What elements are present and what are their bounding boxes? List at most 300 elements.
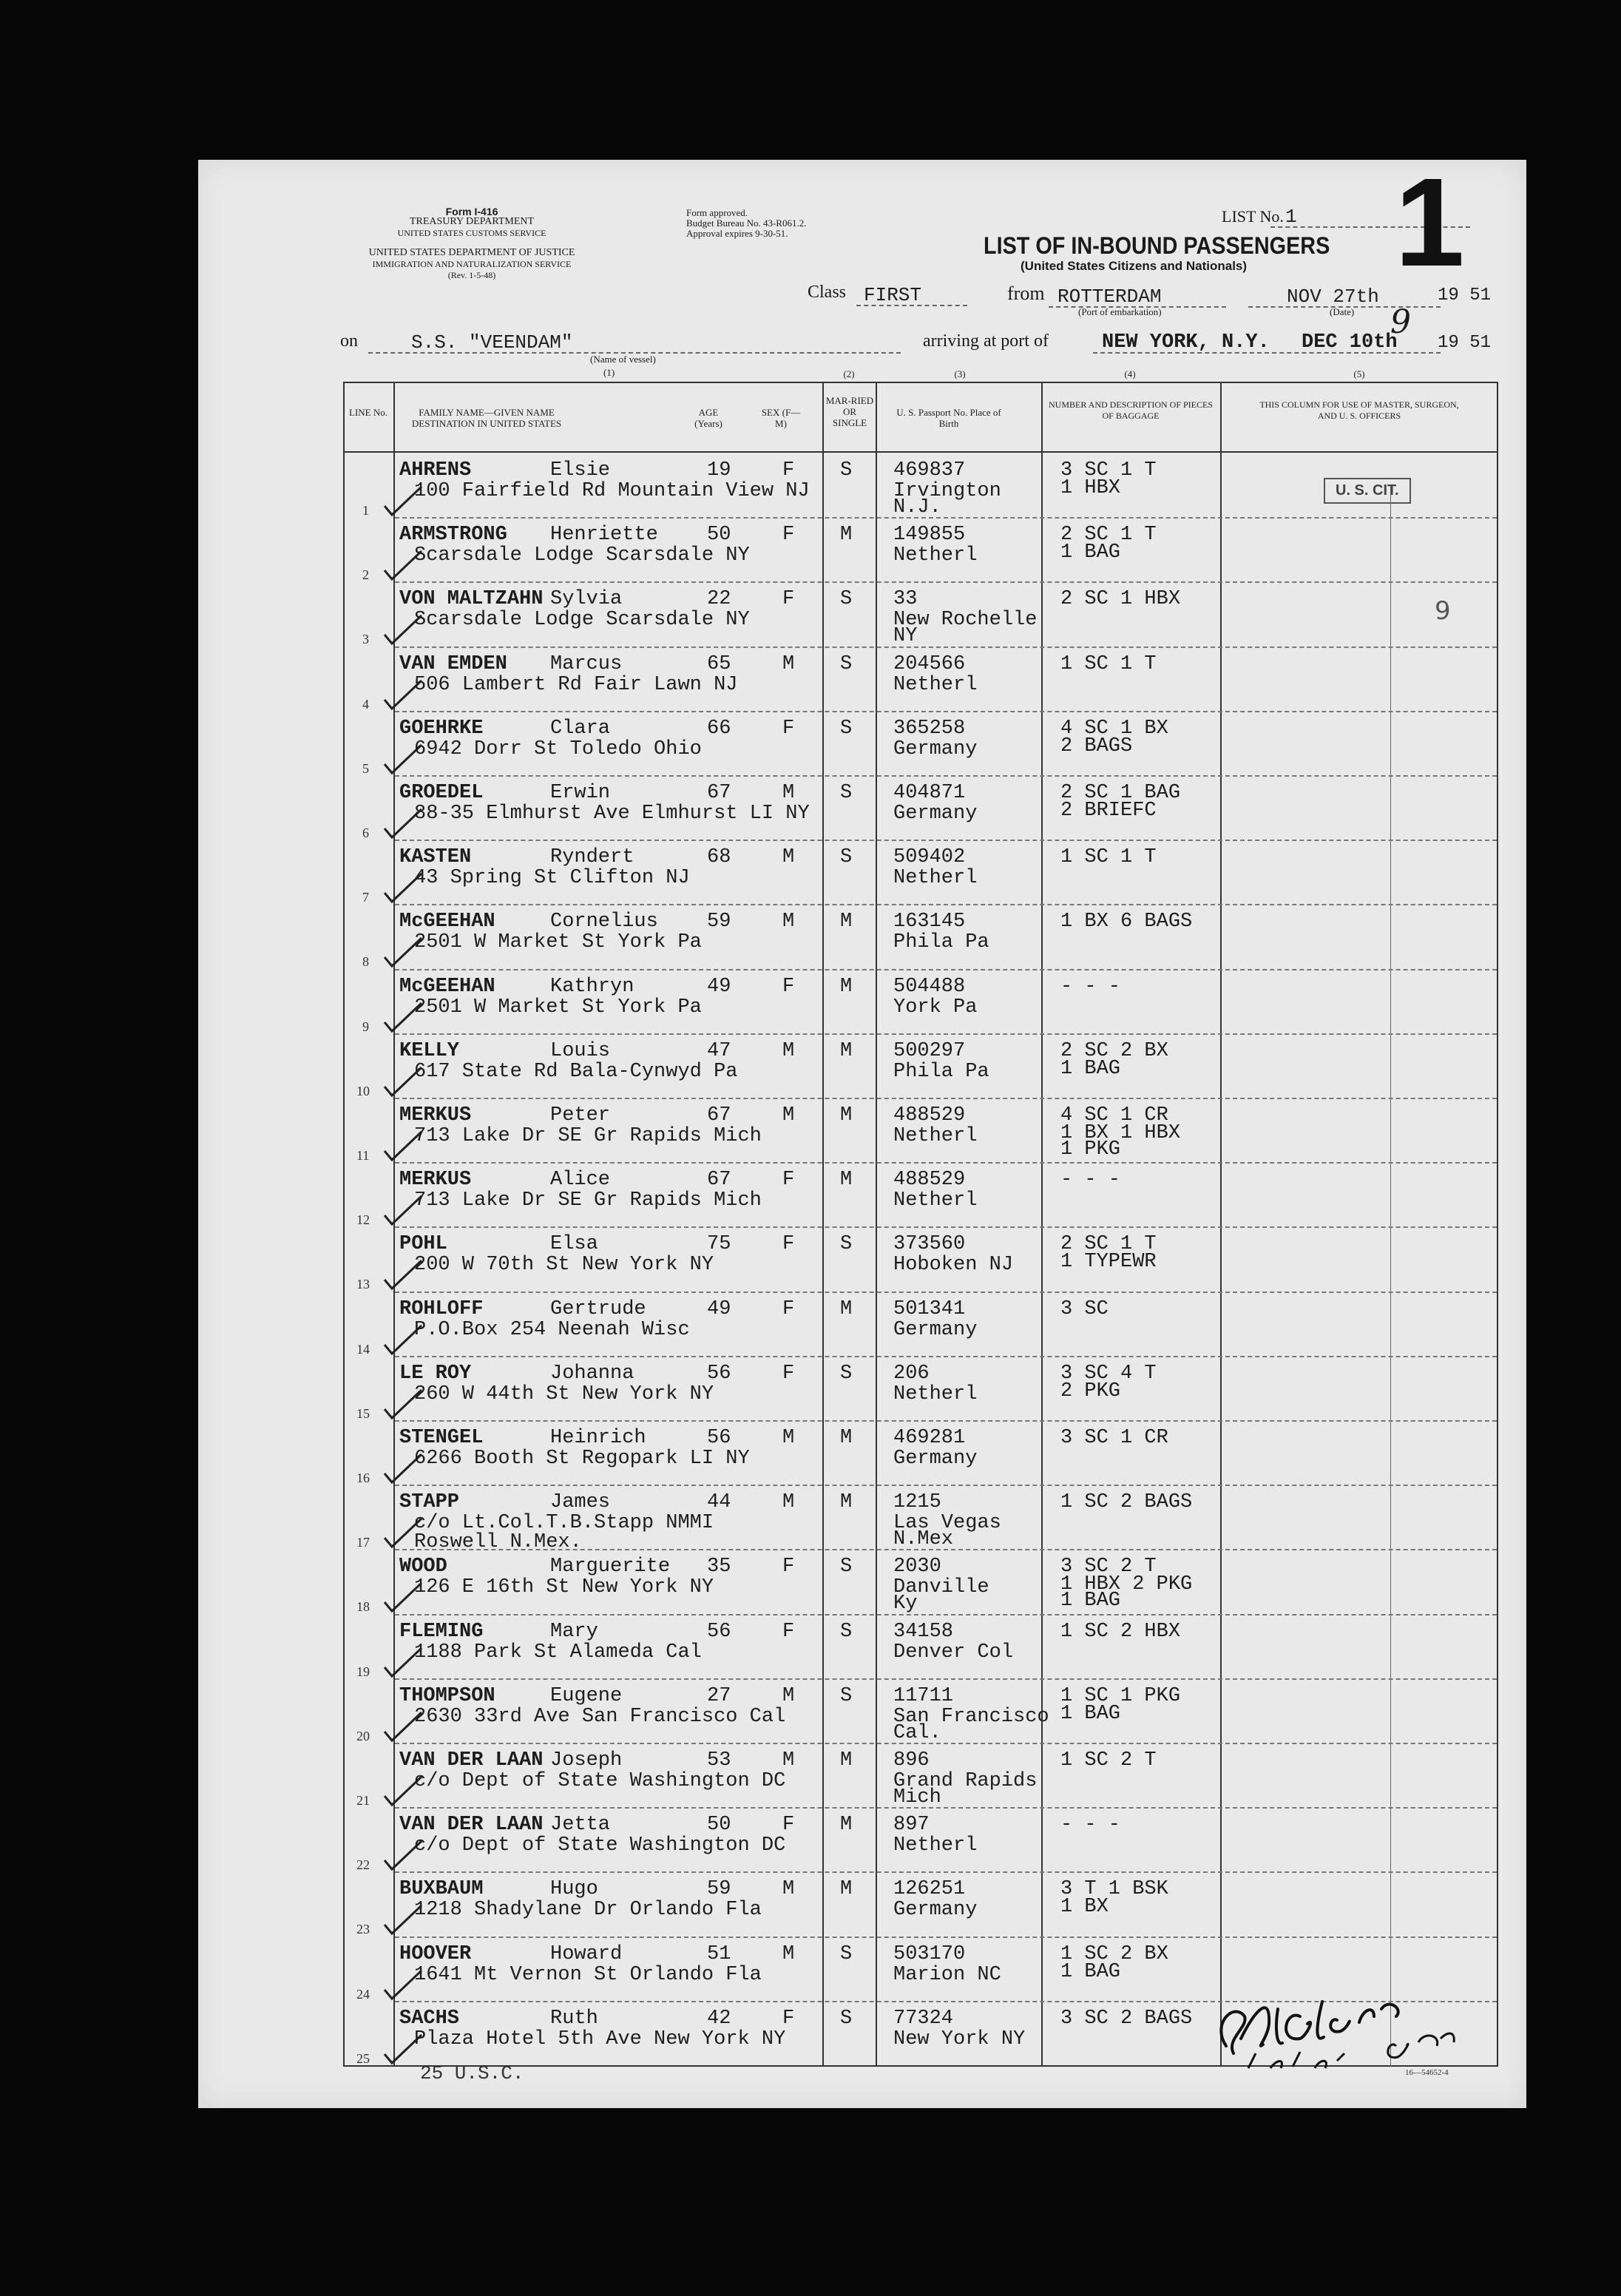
passport-number: 488529 xyxy=(893,1104,966,1127)
passport-number: 509402 xyxy=(893,846,966,869)
passenger-marital-status: M xyxy=(840,975,853,998)
passenger-sex: F xyxy=(782,1297,795,1320)
passenger-age: 53 xyxy=(707,1749,731,1772)
passenger-address: Scarsdale Lodge Scarsdale NY xyxy=(414,544,750,567)
place-of-birth: Hoboken NJ xyxy=(893,1254,1014,1277)
on-label: on xyxy=(340,331,358,351)
place-of-birth-line2: Cal. xyxy=(893,1721,941,1744)
passenger-surname: McGEEHAN xyxy=(399,911,495,933)
passenger-sex: M xyxy=(782,1039,795,1062)
line-number: 13 xyxy=(356,1277,370,1292)
passenger-address-line2: Roswell N.Mex. xyxy=(414,1531,582,1554)
row-divider xyxy=(395,969,1497,970)
passenger-age: 56 xyxy=(707,1620,731,1643)
passenger-marital-status: S xyxy=(840,1556,853,1578)
header-line-no: LINE No. xyxy=(349,407,388,418)
officer-signature xyxy=(1204,1957,1500,2090)
baggage-line-1: - - - xyxy=(1060,1814,1121,1837)
line-number: 23 xyxy=(356,1922,370,1937)
passport-number: 149855 xyxy=(893,524,966,547)
place-of-birth-line2: N.Mex xyxy=(893,1528,954,1551)
approval-note-1: Form approved. xyxy=(686,207,748,218)
line-number: 21 xyxy=(356,1793,370,1808)
passenger-address: c/o Dept of State Washington DC xyxy=(414,1834,786,1857)
baggage-line-1: - - - xyxy=(1060,975,1121,998)
print-code: 16—54652-4 xyxy=(1405,2068,1449,2077)
big-list-number: 1 xyxy=(1395,152,1465,293)
line-number: 14 xyxy=(356,1341,370,1357)
baggage-line-1: 1 SC 1 T xyxy=(1060,846,1157,869)
passenger-age: 66 xyxy=(707,717,731,740)
place-of-birth: York Pa xyxy=(893,996,978,1019)
passenger-age: 22 xyxy=(707,588,731,611)
passenger-marital-status: M xyxy=(840,1491,853,1514)
line-number: 22 xyxy=(356,1857,370,1873)
line-number: 8 xyxy=(362,954,369,970)
place-of-birth: Netherl xyxy=(893,544,978,567)
class-label: Class xyxy=(808,283,847,302)
passenger-address: 2501 W Market St York Pa xyxy=(414,996,702,1019)
passenger-age: 51 xyxy=(707,1942,731,1965)
passenger-age: 42 xyxy=(707,2007,731,2030)
line-number: 19 xyxy=(356,1664,370,1679)
row-divider xyxy=(395,1549,1497,1550)
baggage-line-1: 1 SC 2 HBX xyxy=(1060,1620,1181,1643)
passport-number: 365258 xyxy=(893,717,966,740)
place-of-birth: New Rochelle xyxy=(893,609,1038,632)
passenger-address: 713 Lake Dr SE Gr Rapids Mich xyxy=(414,1189,762,1212)
col-number-3: (3) xyxy=(954,368,966,379)
row-divider xyxy=(395,1226,1497,1228)
col-officers-divider xyxy=(1220,382,1222,2067)
place-of-birth: Phila Pa xyxy=(893,931,989,954)
table-right-border xyxy=(1497,382,1498,2067)
col-number-2: (2) xyxy=(843,368,855,379)
passenger-given-name: Clara xyxy=(550,717,611,740)
passenger-sex: F xyxy=(782,1169,795,1192)
passenger-age: 35 xyxy=(707,1556,731,1578)
baggage-line-1: 2 SC 2 BX xyxy=(1060,1039,1168,1062)
passport-number: 126251 xyxy=(893,1878,966,1901)
place-of-birth-line2: NY xyxy=(893,625,918,648)
passenger-sex: F xyxy=(782,588,795,611)
passenger-marital-status: S xyxy=(840,1942,853,1965)
header-sex: SEX (F—M) xyxy=(761,407,801,429)
col-number-4: (4) xyxy=(1124,368,1136,379)
table-left-border xyxy=(343,382,345,2067)
line-number: 18 xyxy=(356,1599,370,1615)
passenger-manifest-page xyxy=(198,152,1526,2108)
passenger-age: 56 xyxy=(707,1427,731,1449)
passenger-sex: M xyxy=(782,911,795,933)
passenger-address: P.O.Box 254 Neenah Wisc xyxy=(414,1318,690,1341)
line-number: 10 xyxy=(356,1083,370,1098)
col1-caption: (1) xyxy=(603,367,615,378)
place-of-birth: Grand Rapids xyxy=(893,1770,1038,1792)
approval-note-3: Approval expires 9-30-51. xyxy=(686,228,788,239)
passenger-marital-status: M xyxy=(840,1814,853,1837)
passenger-surname: STAPP xyxy=(399,1491,460,1514)
place-of-birth-line2: Ky xyxy=(893,1593,918,1615)
arriving-label: arriving at port of xyxy=(923,331,1049,351)
line-number: 7 xyxy=(362,890,369,905)
class-line xyxy=(856,305,967,306)
passenger-given-name: Kathryn xyxy=(550,975,634,998)
line-number: 4 xyxy=(362,696,369,712)
baggage-line-2: 2 PKG xyxy=(1060,1380,1121,1402)
passenger-surname: VON MALTZAHN xyxy=(399,588,544,611)
passenger-age: 75 xyxy=(707,1233,731,1256)
passenger-surname: BUXBAUM xyxy=(399,1878,484,1901)
passenger-marital-status: S xyxy=(840,846,853,869)
passenger-address: 260 W 44th St New York NY xyxy=(414,1382,714,1405)
passenger-marital-status: M xyxy=(840,1039,853,1062)
passenger-age: 47 xyxy=(707,1039,731,1062)
header-officers: THIS COLUMN FOR USE OF MASTER, SURGEON, AND U. S. OFFICERS xyxy=(1259,399,1459,421)
passenger-given-name: Henriette xyxy=(550,524,658,547)
passport-number: 11711 xyxy=(893,1684,954,1707)
passenger-given-name: Gertrude xyxy=(550,1297,646,1320)
place-of-birth: Netherl xyxy=(893,673,978,696)
baggage-line-1: 3 SC 2 T xyxy=(1060,1556,1157,1578)
passenger-sex: F xyxy=(782,1233,795,1256)
passenger-address: 200 W 70th St New York NY xyxy=(414,1254,714,1277)
passport-number: 34158 xyxy=(893,1620,954,1643)
passenger-marital-status: S xyxy=(840,1620,853,1643)
baggage-line-1: 3 SC 1 CR xyxy=(1060,1427,1168,1449)
margin-nine-mark: 9 xyxy=(1435,596,1451,626)
class-value: FIRST xyxy=(864,284,922,306)
form-revision: (Rev. 1-5-48) xyxy=(447,270,496,280)
passenger-age: 68 xyxy=(707,846,731,869)
passenger-sex: M xyxy=(782,1749,795,1772)
passport-number: 404871 xyxy=(893,782,966,804)
list-number-label: LIST No. xyxy=(1222,207,1284,226)
arrival-date-correction: 9 xyxy=(1390,303,1411,341)
passport-number: 206 xyxy=(893,1362,930,1385)
passenger-address: 1188 Park St Alameda Cal xyxy=(414,1641,702,1664)
place-of-birth: Germany xyxy=(893,803,978,825)
passenger-address: 1218 Shadylane Dr Orlando Fla xyxy=(414,1899,762,1922)
passenger-marital-status: M xyxy=(840,1427,853,1449)
baggage-line-1: - - - xyxy=(1060,1169,1121,1192)
passenger-address: 43 Spring St Clifton NJ xyxy=(414,867,690,890)
line-number: 3 xyxy=(362,632,369,647)
passenger-sex: M xyxy=(782,1684,795,1707)
passenger-sex: M xyxy=(782,1104,795,1127)
arrival-port: NEW YORK, N.Y. xyxy=(1102,331,1270,354)
baggage-line-1: 1 SC 2 BX xyxy=(1060,1942,1168,1965)
row-divider xyxy=(395,1162,1497,1164)
passenger-surname: MERKUS xyxy=(399,1169,472,1192)
col-baggage-divider xyxy=(1041,382,1043,2067)
row-divider xyxy=(395,517,1497,519)
passenger-surname: LE ROY xyxy=(399,1362,472,1385)
passenger-address: 2501 W Market St York Pa xyxy=(414,931,702,954)
passenger-surname: MERKUS xyxy=(399,1104,472,1127)
officers-inner-line xyxy=(1390,485,1391,2067)
passenger-sex: F xyxy=(782,1814,795,1837)
passenger-address: Plaza Hotel 5th Ave New York NY xyxy=(414,2027,786,2050)
place-of-birth-line2: Mich xyxy=(893,1786,941,1809)
passenger-marital-status: S xyxy=(840,588,853,611)
passport-number: 503170 xyxy=(893,1942,966,1965)
passport-number: 163145 xyxy=(893,911,966,933)
passenger-age: 50 xyxy=(707,524,731,547)
row-divider xyxy=(395,1420,1497,1422)
passenger-surname: KELLY xyxy=(399,1039,460,1062)
passenger-age: 49 xyxy=(707,975,731,998)
baggage-line-2: 1 BX xyxy=(1060,1896,1109,1919)
row-divider xyxy=(395,775,1497,777)
passenger-surname: AHRENS xyxy=(399,459,472,482)
baggage-line-2: 1 BAG xyxy=(1060,1057,1121,1080)
passenger-marital-status: M xyxy=(840,911,853,933)
passenger-age: 67 xyxy=(707,1104,731,1127)
passenger-marital-status: S xyxy=(840,1233,853,1256)
passenger-marital-status: M xyxy=(840,1749,853,1772)
footer-code: 25 U.S.C. xyxy=(420,2062,524,2084)
document-title: LIST OF IN-BOUND PASSENGERS xyxy=(984,232,1330,259)
passenger-surname: WOOD xyxy=(399,1556,447,1578)
passenger-sex: M xyxy=(782,782,795,804)
passenger-given-name: Johanna xyxy=(550,1362,634,1385)
arrival-line xyxy=(1093,352,1441,354)
row-divider xyxy=(395,1356,1497,1357)
passenger-sex: F xyxy=(782,1620,795,1643)
passenger-marital-status: S xyxy=(840,1684,853,1707)
row-divider xyxy=(395,1937,1497,1938)
passenger-given-name: Hugo xyxy=(550,1878,598,1901)
line-number: 2 xyxy=(362,567,369,583)
baggage-line-1: 1 BX 6 BAGS xyxy=(1060,911,1193,933)
passenger-sex: F xyxy=(782,1362,795,1385)
passenger-address: 126 E 16th St New York NY xyxy=(414,1576,714,1599)
from-label: from xyxy=(1007,283,1045,304)
arrival-date: DEC 10th xyxy=(1302,331,1398,354)
baggage-line-1: 3 SC 2 BAGS xyxy=(1060,2007,1193,2030)
passenger-given-name: Elsie xyxy=(550,459,611,482)
passenger-given-name: Eugene xyxy=(550,1684,623,1707)
dept-customs: UNITED STATES CUSTOMS SERVICE xyxy=(397,228,546,238)
passport-number: 77324 xyxy=(893,2007,954,2030)
vessel-caption: (Name of vessel) xyxy=(590,354,656,365)
baggage-line-1: 3 SC 4 T xyxy=(1060,1362,1157,1385)
passenger-sex: F xyxy=(782,975,795,998)
passenger-address: 6942 Dorr St Toledo Ohio xyxy=(414,737,702,760)
baggage-line-1: 2 SC 1 HBX xyxy=(1060,588,1181,611)
departure-date: NOV 27th xyxy=(1287,286,1379,308)
passenger-given-name: Cornelius xyxy=(550,911,658,933)
document-subtitle: (United States Citizens and Nationals) xyxy=(1021,259,1248,273)
passenger-surname: HOOVER xyxy=(399,1942,472,1965)
passport-number: 33 xyxy=(893,588,918,611)
baggage-line-1: 4 SC 1 BX xyxy=(1060,717,1168,740)
passenger-sex: M xyxy=(782,846,795,869)
us-citizen-stamp: U. S. CIT. xyxy=(1324,478,1411,504)
date-caption: (Date) xyxy=(1330,306,1355,317)
passenger-given-name: Joseph xyxy=(550,1749,623,1772)
passport-number: 469281 xyxy=(893,1427,966,1449)
passenger-sex: F xyxy=(782,2007,795,2030)
form-id: Form I-416 xyxy=(445,206,498,217)
passport-number: 501341 xyxy=(893,1297,966,1320)
embarkation-port: ROTTERDAM xyxy=(1057,286,1162,308)
line-number: 15 xyxy=(356,1405,370,1421)
row-divider xyxy=(395,840,1497,841)
line-number: 17 xyxy=(356,1535,370,1550)
passport-number: 469837 xyxy=(893,459,966,482)
passenger-given-name: Howard xyxy=(550,1942,623,1965)
baggage-line-2: 2 BRIEFC xyxy=(1060,800,1157,822)
passenger-given-name: Marcus xyxy=(550,652,623,675)
table-top-border xyxy=(343,382,1498,383)
passenger-sex: F xyxy=(782,1556,795,1578)
passenger-surname: KASTEN xyxy=(399,846,472,869)
passenger-given-name: Erwin xyxy=(550,782,611,804)
passenger-age: 67 xyxy=(707,1169,731,1192)
place-of-birth: Marion NC xyxy=(893,1963,1001,1986)
passport-number: 204566 xyxy=(893,652,966,675)
place-of-birth: Germany xyxy=(893,1899,978,1922)
dept-treasury: TREASURY DEPARTMENT xyxy=(409,216,535,227)
place-of-birth: Las Vegas xyxy=(893,1512,1001,1535)
passenger-address: 506 Lambert Rd Fair Lawn NJ xyxy=(414,673,738,696)
passenger-surname: VAN DER LAAN xyxy=(399,1749,544,1772)
passenger-surname: GOEHRKE xyxy=(399,717,484,740)
passenger-age: 59 xyxy=(707,911,731,933)
passenger-age: 27 xyxy=(707,1684,731,1707)
place-of-birth: Irvington xyxy=(893,480,1001,502)
header-age: AGE (Years) xyxy=(694,407,722,429)
passenger-marital-status: M xyxy=(840,1169,853,1192)
passenger-sex: F xyxy=(782,717,795,740)
passenger-given-name: Heinrich xyxy=(550,1427,646,1449)
passenger-marital-status: S xyxy=(840,717,853,740)
passenger-given-name: Marguerite xyxy=(550,1556,671,1578)
line-number: 5 xyxy=(362,760,369,776)
approval-note-2: Budget Bureau No. 43-R061.2. xyxy=(686,217,807,229)
line-number: 12 xyxy=(356,1212,370,1228)
passenger-given-name: Mary xyxy=(550,1620,598,1643)
header-passport: U. S. Passport No. Place of Birth xyxy=(896,407,1001,429)
passenger-address: 617 State Rd Bala-Cynwyd Pa xyxy=(414,1060,738,1083)
vessel-name: S.S. "VEENDAM" xyxy=(411,331,573,354)
baggage-line-1: 1 SC 1 T xyxy=(1060,652,1157,675)
passenger-surname: FLEMING xyxy=(399,1620,484,1643)
baggage-line-1: 2 SC 1 T xyxy=(1060,1233,1157,1256)
row-divider xyxy=(395,1871,1497,1873)
baggage-line-2: 1 BAG xyxy=(1060,1960,1121,1983)
col-number-5: (5) xyxy=(1353,368,1365,379)
passenger-marital-status: M xyxy=(840,1297,853,1320)
passenger-sex: F xyxy=(782,459,795,482)
passenger-age: 59 xyxy=(707,1878,731,1901)
baggage-line-1: 1 SC 1 PKG xyxy=(1060,1684,1181,1707)
passport-number: 2030 xyxy=(893,1556,941,1578)
col-passport-divider xyxy=(876,382,877,2067)
line-number: 16 xyxy=(356,1471,370,1485)
row-divider xyxy=(395,1678,1497,1680)
line-number: 6 xyxy=(362,825,369,840)
passenger-given-name: Peter xyxy=(550,1104,611,1127)
passport-number: 373560 xyxy=(893,1233,966,1256)
passenger-age: 67 xyxy=(707,782,731,804)
header-bottom-border xyxy=(343,451,1498,453)
place-of-birth: Phila Pa xyxy=(893,1060,989,1083)
passenger-given-name: Sylvia xyxy=(550,588,623,611)
passenger-given-name: Louis xyxy=(550,1039,611,1062)
passenger-sex: M xyxy=(782,1942,795,1965)
place-of-birth: Germany xyxy=(893,737,978,760)
place-of-birth: Netherl xyxy=(893,1834,978,1857)
passenger-surname: GROEDEL xyxy=(399,782,484,804)
passenger-sex: F xyxy=(782,524,795,547)
passenger-given-name: Alice xyxy=(550,1169,611,1192)
row-divider xyxy=(395,1807,1497,1809)
dept-immigration: IMMIGRATION AND NATURALIZATION SERVICE xyxy=(372,259,572,269)
passenger-surname: VAN EMDEN xyxy=(399,652,507,675)
place-of-birth-line2: N.J. xyxy=(893,496,941,519)
row-divider xyxy=(395,1098,1497,1099)
passport-number: 897 xyxy=(893,1814,930,1837)
passenger-address: 713 Lake Dr SE Gr Rapids Mich xyxy=(414,1125,762,1147)
baggage-line-2: 1 BAG xyxy=(1060,541,1121,564)
passenger-marital-status: S xyxy=(840,1362,853,1385)
passenger-given-name: Elsa xyxy=(550,1233,598,1256)
passenger-marital-status: S xyxy=(840,2007,853,2030)
baggage-line-2: 2 BAGS xyxy=(1060,735,1133,757)
passenger-surname: McGEEHAN xyxy=(399,975,495,998)
baggage-line-2: 1 HBX xyxy=(1060,477,1121,499)
baggage-line-1: 3 T 1 BSK xyxy=(1060,1878,1168,1901)
baggage-line-1: 4 SC 1 CR xyxy=(1060,1104,1168,1127)
place-of-birth: Danville xyxy=(893,1576,989,1599)
passenger-given-name: James xyxy=(550,1491,611,1514)
passenger-surname: ARMSTRONG xyxy=(399,524,507,547)
passenger-surname: ROHLOFF xyxy=(399,1297,484,1320)
baggage-line-2: 1 BAG xyxy=(1060,1702,1121,1725)
place-of-birth: Germany xyxy=(893,1448,978,1470)
passenger-age: 56 xyxy=(707,1362,731,1385)
row-divider xyxy=(395,711,1497,712)
place-of-birth: Netherl xyxy=(893,1382,978,1405)
baggage-line-3: 1 PKG xyxy=(1060,1138,1121,1161)
passenger-given-name: Ryndert xyxy=(550,846,634,869)
year-2: 19 51 xyxy=(1438,333,1492,353)
dept-justice: UNITED STATES DEPARTMENT OF JUSTICE xyxy=(368,247,575,258)
passenger-sex: M xyxy=(782,1427,795,1449)
passenger-surname: POHL xyxy=(399,1233,447,1256)
passenger-address: 88-35 Elmhurst Ave Elmhurst LI NY xyxy=(414,803,810,825)
passenger-age: 49 xyxy=(707,1297,731,1320)
passenger-address: 2630 33rd Ave San Francisco Cal xyxy=(414,1705,786,1728)
passenger-address: 1641 Mt Vernon St Orlando Fla xyxy=(414,1963,762,1986)
passenger-address: 100 Fairfield Rd Mountain View NJ xyxy=(414,480,810,502)
place-of-birth: San Francisco xyxy=(893,1705,1049,1728)
row-divider xyxy=(395,1485,1497,1486)
baggage-line-1: 2 SC 1 BAG xyxy=(1060,782,1181,804)
baggage-line-2: 1 TYPEWR xyxy=(1060,1251,1157,1274)
passenger-surname: THOMPSON xyxy=(399,1684,495,1707)
row-divider xyxy=(395,1292,1497,1293)
baggage-line-1: 1 SC 2 T xyxy=(1060,1749,1157,1772)
place-of-birth: Germany xyxy=(893,1318,978,1341)
passenger-sex: M xyxy=(782,652,795,675)
passenger-age: 19 xyxy=(707,459,731,482)
passenger-marital-status: M xyxy=(840,1104,853,1127)
passenger-surname: STENGEL xyxy=(399,1427,484,1449)
